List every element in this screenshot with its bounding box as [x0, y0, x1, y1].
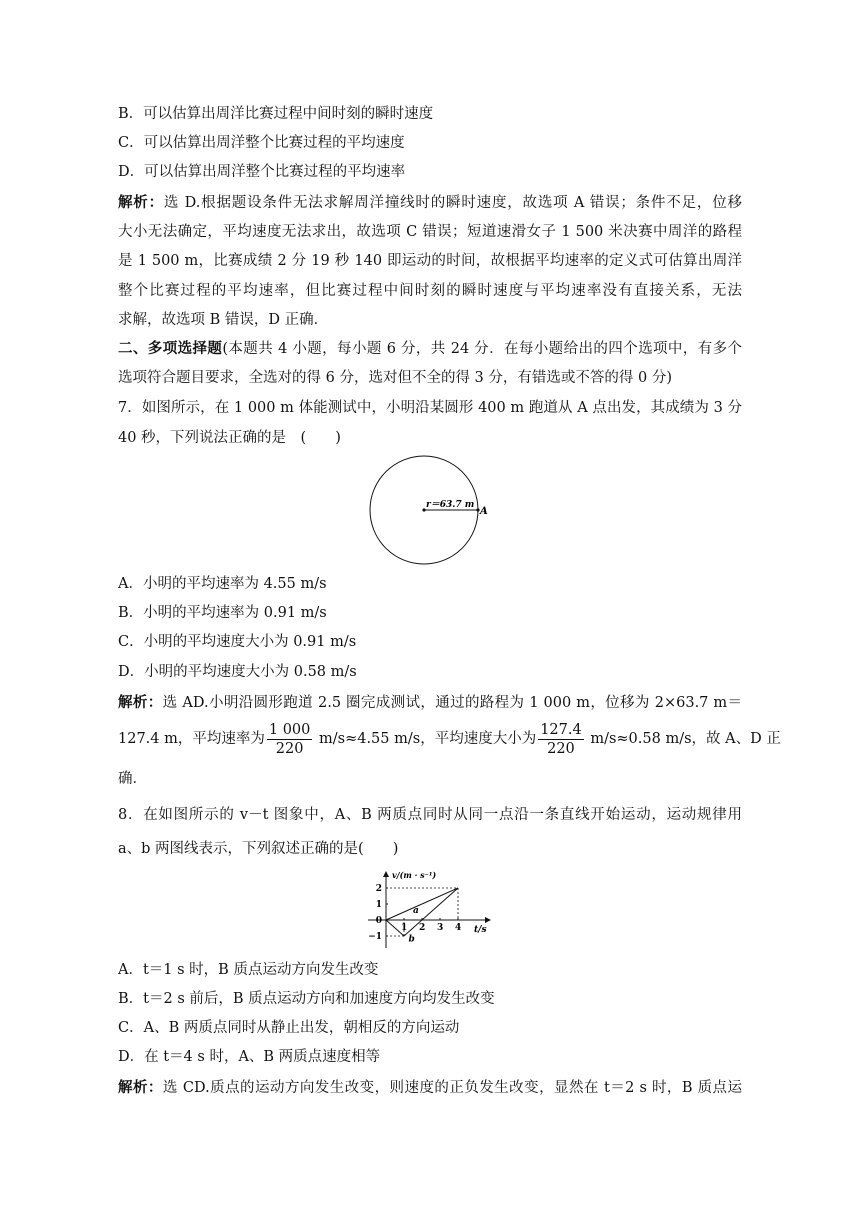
series-label-b: b: [408, 934, 415, 945]
q6-option-b: B．可以估算出周洋比赛过程中间时刻的瞬时速度: [118, 106, 434, 122]
q8-analysis-line-1: 解析：选 CD.质点的运动方向发生改变，则速度的正负发生改变，显然在 t＝2 s 时，B 质点运: [118, 1079, 742, 1096]
q7-option-a: A．小明的平均速率为 4.55 m/s: [118, 576, 327, 592]
fraction-distance: $\frac{1 000}{220}$: [268, 721, 311, 757]
q8-option-d: D．在 t＝4 s 时，A、B 两质点速度相等: [118, 1049, 381, 1065]
q8-option-c: C．A、B 两质点同时从静止出发，朝相反的方向运动: [118, 1020, 460, 1036]
y-axis-label: v/(m · s⁻¹): [392, 870, 437, 880]
x-tick-label: 3: [437, 923, 444, 933]
section-heading: 二、多项选择题(本题共 4 小题，每小题 6 分，共 24 分．在每小题给出的四个选项中，有多个: [118, 340, 743, 357]
q8-stem-line-2: a、b 两图线表示，下列叙述正确的是( ): [118, 841, 399, 857]
q8-option-b: B．t＝2 s 前后，B 质点运动方向和加速度方向均发生改变: [118, 991, 495, 1007]
q6-analysis-line-1: 解析：选 D.根据题设条件无法求解周洋撞线时的瞬时速度，故选项 A 错误；条件不足，位移: [118, 194, 743, 211]
q7-stem-line-2: 40 秒，下列说法正确的是 ( ): [118, 430, 341, 446]
q6-analysis-line-2: 大小无法确定，平均速度无法求出，故选项 C 错误；短道速滑女子 1 500 米决赛中周洋的路程: [118, 224, 742, 240]
y-tick-label: −1: [368, 932, 382, 942]
q7-analysis-line-3: 确．: [118, 771, 147, 787]
q8-stem-line-1: 8．在如图所示的 v－t 图象中，A、B 两质点同时从同一点沿一条直线开始运动，运动规律用: [118, 807, 742, 823]
analysis-label: 解析：: [118, 194, 164, 211]
q6-option-d: D．可以估算出周洋整个比赛过程的平均速率: [118, 164, 406, 180]
q8-option-a: A．t＝1 s 时，B 质点运动方向发生改变: [118, 962, 379, 978]
x-tick-label: 2: [419, 923, 426, 933]
x-axis-label: t/s: [474, 925, 487, 935]
q6-analysis-line-4: 整个比赛过程的平均速率，但比赛过程中间时刻的瞬时速度与平均速率没有直接关系，无法: [118, 283, 742, 299]
y-tick-label: 0: [375, 916, 382, 926]
q7-stem-line-1: 7．如图所示，在 1 000 m 体能测试中，小明沿某圆形 400 m 跑道从 A 点出发，其成绩为 3 分: [118, 400, 742, 416]
q6-analysis-line-5: 求解，故选项 B 错误，D 正确．: [118, 312, 329, 328]
q7-analysis-line-2: 127.4 m，平均速率为 $\frac{1 000}{220}$ m/s≈4.55 m/s，平均速度大小为 $\frac{127.4}{220}$ m/s≈0.58 m/s，故 A、D 正: [118, 721, 781, 757]
y-tick-label: 2: [375, 884, 382, 894]
radius-label: r＝63.7 m: [426, 500, 475, 510]
x-tick-label: 1: [401, 923, 408, 933]
q7-option-d: D．小明的平均速度大小为 0.58 m/s: [118, 664, 357, 680]
vt-graph: [362, 868, 494, 952]
q7-analysis-line-1: 解析：选 AD.小明沿圆形跑道 2.5 圈完成测试，通过的路程为 1 000 m，位移为 2×63.7 m＝: [118, 694, 742, 711]
series-label-a: a: [413, 905, 419, 916]
circle-track-figure: [368, 454, 488, 568]
section-rule-line-2: 选项符合题目要求，全选对的得 6 分，选对但不全的得 3 分，有错选或不答的得 0 分): [118, 370, 672, 386]
y-tick-label: 1: [375, 900, 382, 910]
q7-option-b: B．小明的平均速率为 0.91 m/s: [118, 605, 327, 621]
q6-analysis-line-3: 是 1 500 m，比赛成绩 2 分 19 秒 140 即运动的时间，故根据平均速率的定义式可估算出周洋: [118, 253, 742, 269]
fraction-displacement: $\frac{127.4}{220}$: [540, 721, 582, 757]
q7-option-c: C．小明的平均速度大小为 0.91 m/s: [118, 634, 357, 650]
point-a-label: A: [480, 506, 488, 517]
q6-option-c: C．可以估算出周洋整个比赛过程的平均速度: [118, 135, 405, 151]
x-tick-label: 4: [455, 923, 462, 933]
series-line-a: [386, 888, 458, 920]
